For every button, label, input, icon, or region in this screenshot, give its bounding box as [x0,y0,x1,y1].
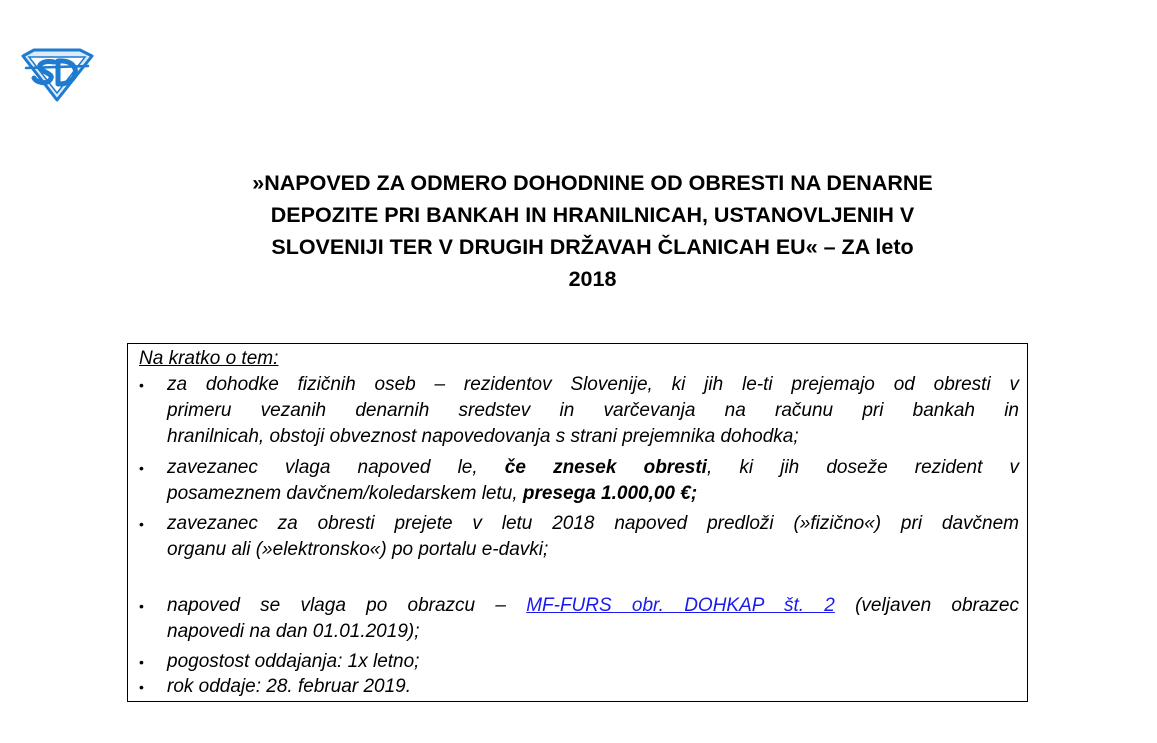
summary-heading: Na kratko o tem: [139,348,279,369]
list-item-text: primeru vezanih denarnih sredstev in varčevanja na računu pri bankah in [167,400,1019,421]
list-item-text-part: , ki jih doseže rezident v [706,457,1020,478]
bullet-icon: • [139,679,144,695]
title-line: 2018 [568,267,617,291]
list-item-text: rok oddaje: 28. februar 2019. [167,676,412,697]
list-item-text: zavezanec za obresti prejete v letu 2018 napoved predloži (»fizično«) pri davčnem [167,513,1019,534]
list-item-text-part: posameznem davčnem/koledarskem letu, [167,483,523,504]
list-item-text: organu ali (»elektronsko«) po portalu e-davki; [167,539,549,560]
bullet-icon: • [139,377,144,393]
list-item-text: napovedi na dan 01.01.2019); [167,621,420,642]
list-item-text-part: (veljaven obrazec [834,595,1019,616]
emphasis-text: če znesek obresti [504,457,707,478]
list-item-text [167,455,1019,481]
title-line: DEPOZITE PRI BANKAH IN HRANILNICAH, USTANOVLJENIH V [270,203,915,227]
title-line: »NAPOVED ZA ODMERO DOHODNINE OD OBRESTI NA DENARNE [252,171,933,195]
emphasis-text: presega 1.000,00 €; [522,483,698,504]
document-title [140,167,1045,295]
bullet-icon: • [139,654,144,670]
list-item-text: hranilnicah, obstoji obveznost napovedovanja s strani prejemnika dohodka; [167,426,799,447]
list-item-text-part: zavezanec vlaga napoved le, [167,457,505,478]
list-item-text: pogostost oddajanja: 1x letno; [167,651,420,672]
bullet-icon: • [139,460,144,476]
list-item-text-part: napoved se vlaga po obrazcu – [167,595,527,616]
summary-box [127,343,1028,702]
list-item-text: za dohodke fizičnih oseb – rezidentov Slovenije, ki jih le-ti prejemajo od obresti v [167,374,1019,395]
sd-shield-logo-icon [20,48,94,102]
list-item-text [167,481,1019,507]
bullet-icon: • [139,516,144,532]
bullet-icon: • [139,598,144,614]
list-item-text [167,593,1019,619]
form-link[interactable]: MF-FURS obr. DOHKAP št. 2 [526,595,835,616]
title-line: SLOVENIJI TER V DRUGIH DRŽAVAH ČLANICAH EU« – ZA leto [271,235,914,259]
